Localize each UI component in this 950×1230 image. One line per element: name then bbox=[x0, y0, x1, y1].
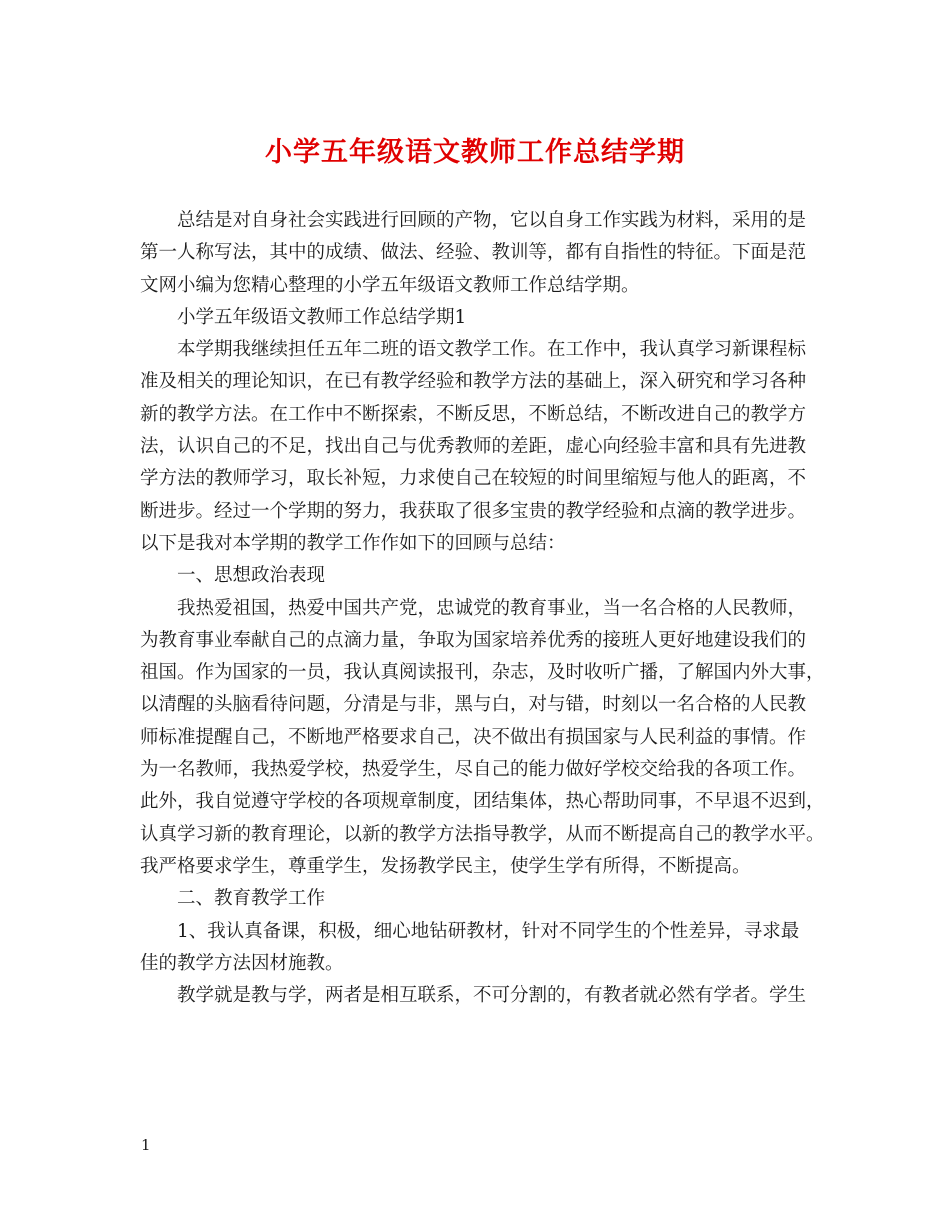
body-line: 佳的教学方法因材施教。 bbox=[140, 952, 344, 974]
body-line: 准及相关的理论知识，在已有教学经验和教学方法的基础上，深入研究和学习各种 bbox=[140, 371, 807, 393]
body-line: 1、我认真备课，积极，细心地钻研教材，针对不同学生的个性差异，寻求最 bbox=[177, 920, 800, 942]
section-heading: 一、思想政治表现 bbox=[177, 565, 326, 587]
body-line: 总结是对自身社会实践进行回顾的产物，它以自身工作实践为材料，采用的是 bbox=[177, 210, 807, 231]
body-line: 以下是我对本学期的教学工作作如下的回顾与总结： bbox=[140, 532, 566, 554]
body-line: 我严格要求学生，尊重学生，发扬教学民主，使学生学有所得，不断提高。 bbox=[140, 855, 751, 877]
body-line: 此外，我自觉遵守学校的各项规章制度，团结集体，热心帮助同事，不早退不迟到， bbox=[140, 791, 825, 813]
page-number: 1 bbox=[141, 1136, 151, 1154]
body-line: 师标准提醒自己，不断地严格要求自己，决不做出有损国家与人民利益的事情。作 bbox=[140, 726, 807, 748]
body-line: 我热爱祖国，热爱中国共产党，忠诚党的教育事业，当一名合格的人民教师， bbox=[177, 597, 807, 619]
body-line: 为教育事业奉献自己的点滴力量，争取为国家培养优秀的接班人更好地建设我们的 bbox=[140, 629, 807, 651]
body-line: 为一名教师，我热爱学校，热爱学生，尽自己的能力做好学校交给我的各项工作。 bbox=[140, 759, 807, 781]
body-line: 本学期我继续担任五年二班的语文教学工作。在工作中，我认真学习新课程标 bbox=[177, 339, 807, 361]
body-line: 以清醒的头脑看待问题，分清是与非，黑与白，对与错，时刻以一名合格的人民教 bbox=[140, 694, 807, 716]
body-line: 学方法的教师学习，取长补短，力求使自己在较短的时间里缩短与他人的距离，不 bbox=[140, 468, 807, 490]
document-body bbox=[140, 205, 825, 1012]
section-subtitle: 小学五年级语文教师工作总结学期1 bbox=[177, 306, 467, 328]
body-line: 教学就是教与学，两者是相互联系，不可分割的，有教者就必然有学者。学生 bbox=[177, 985, 807, 1007]
body-line: 文网小编为您精心整理的小学五年级语文教师工作总结学期。 bbox=[140, 274, 640, 296]
body-line: 认真学习新的教育理论，以新的教学方法指导教学，从而不断提高自己的教学水平。 bbox=[140, 823, 825, 845]
section-heading: 二、教育教学工作 bbox=[177, 888, 326, 910]
body-line: 断进步。经过一个学期的努力，我获取了很多宝贵的教学经验和点滴的教学进步。 bbox=[140, 500, 807, 522]
body-line: 第一人称写法，其中的成绩、做法、经验、教训等，都有自指性的特征。下面是范 bbox=[140, 242, 807, 264]
body-line: 新的教学方法。在工作中不断探索，不断反思，不断总结，不断改进自己的教学方 bbox=[140, 403, 807, 425]
document-title: 小学五年级语文教师工作总结学期 bbox=[265, 137, 685, 168]
body-line: 法，认识自己的不足，找出自己与优秀教师的差距，虚心向经验丰富和具有先进教 bbox=[140, 436, 807, 458]
body-line: 祖国。作为国家的一员，我认真阅读报刊，杂志，及时收听广播，了解国内外大事， bbox=[140, 662, 825, 684]
